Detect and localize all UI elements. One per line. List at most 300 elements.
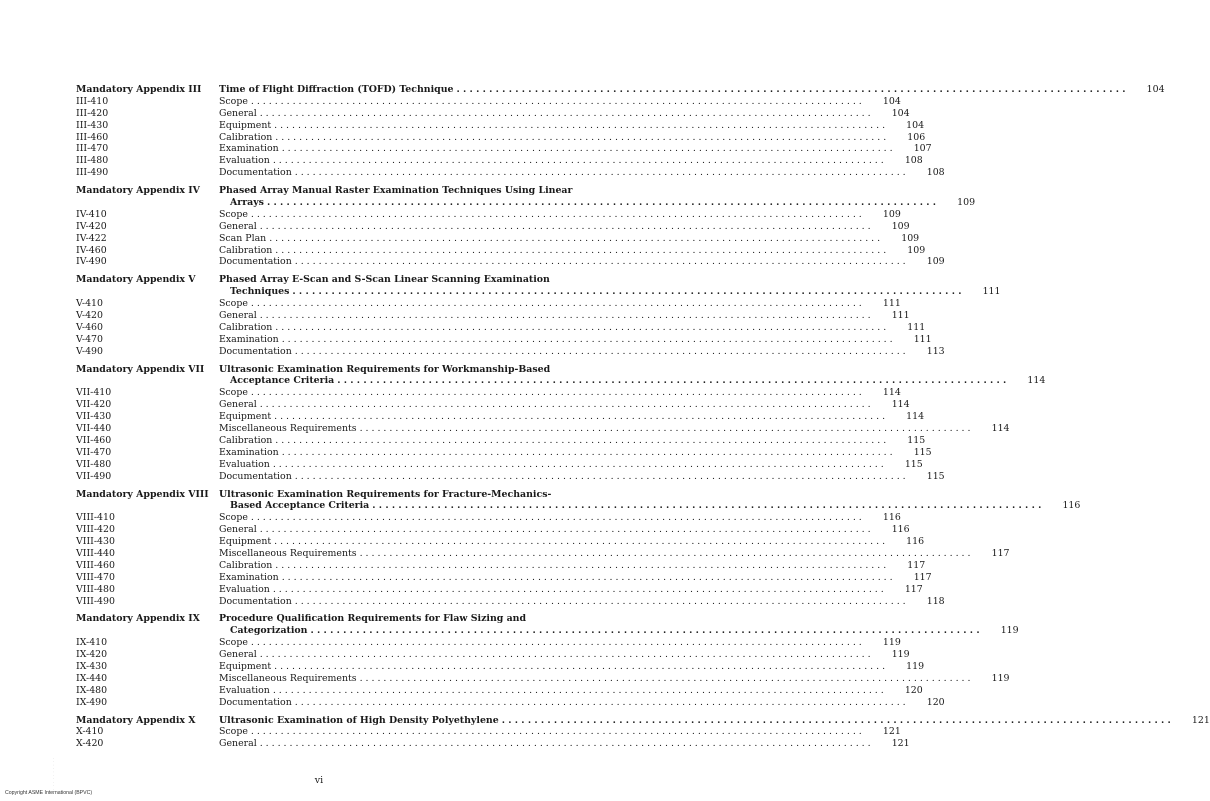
entry-title-text: General bbox=[219, 649, 257, 661]
toc-heading-row[interactable] bbox=[76, 613, 566, 625]
appendix-label: Mandatory Appendix X bbox=[76, 714, 196, 726]
entry-code: VII-480 bbox=[76, 458, 112, 470]
dot-leader bbox=[248, 298, 865, 310]
page-ref: 108 bbox=[904, 155, 923, 167]
entry-title-text: Evaluation bbox=[219, 583, 270, 595]
appendix-title bbox=[219, 274, 550, 286]
page-ref: 120 bbox=[904, 684, 923, 696]
appendix-label: Mandatory Appendix IV bbox=[76, 185, 200, 197]
entry-title-text: Evaluation bbox=[219, 684, 270, 696]
dot-leader bbox=[257, 738, 874, 750]
dot-leader bbox=[279, 143, 896, 155]
dot-leader bbox=[248, 96, 865, 108]
page-ref bbox=[551, 489, 587, 501]
toc-entry[interactable] bbox=[76, 95, 901, 108]
toc-entry[interactable] bbox=[76, 696, 945, 709]
dot-leader bbox=[292, 697, 909, 709]
entry-title bbox=[219, 584, 887, 596]
toc-entry[interactable] bbox=[76, 321, 926, 334]
page-ref: 113 bbox=[926, 345, 945, 357]
entry-title-text: Documentation bbox=[219, 167, 292, 179]
toc-entry[interactable] bbox=[76, 423, 1010, 435]
dot-leader bbox=[271, 120, 888, 132]
appendix-title bbox=[219, 375, 1009, 387]
page-ref: 114 bbox=[991, 423, 1010, 435]
entry-title-text: General bbox=[219, 738, 257, 750]
entry-title bbox=[219, 447, 896, 459]
entry-code: III-470 bbox=[76, 143, 109, 155]
toc-entry[interactable] bbox=[76, 547, 1010, 560]
toc-section bbox=[76, 714, 1210, 751]
entry-title-text: General bbox=[219, 524, 257, 536]
page-ref: 117 bbox=[991, 547, 1010, 559]
dot-leader bbox=[289, 286, 964, 298]
entry-title-text: Scope bbox=[219, 512, 248, 524]
toc-heading-row[interactable] bbox=[76, 185, 573, 197]
dot-leader bbox=[266, 233, 883, 245]
entry-code: V-410 bbox=[76, 298, 103, 310]
toc-section bbox=[76, 84, 1165, 179]
appendix-title bbox=[219, 364, 550, 376]
dot-leader bbox=[257, 649, 874, 661]
entry-code: IX-480 bbox=[76, 684, 108, 696]
appendix-title-text: Phased Array E-Scan and S-Scan Linear Scanning Examination bbox=[219, 274, 550, 286]
dot-leader bbox=[257, 108, 874, 120]
dot-leader bbox=[272, 245, 889, 257]
entry-title bbox=[219, 245, 889, 257]
page-ref bbox=[550, 364, 586, 376]
page-ref: 119 bbox=[891, 649, 910, 661]
entry-title bbox=[219, 143, 896, 155]
page-ref: 119 bbox=[1000, 625, 1019, 637]
entry-title-text: Examination bbox=[219, 571, 279, 583]
entry-title-text: Examination bbox=[219, 143, 279, 155]
toc-entry[interactable] bbox=[76, 660, 925, 673]
entry-title bbox=[219, 399, 874, 411]
table-of-contents bbox=[76, 84, 1210, 756]
dot-leader bbox=[248, 209, 865, 221]
entry-title-text: Documentation bbox=[219, 470, 292, 482]
toc-entry[interactable] bbox=[76, 738, 910, 750]
entry-title bbox=[219, 512, 865, 524]
entry-code: VIII-430 bbox=[76, 536, 115, 548]
entry-title-text: General bbox=[219, 399, 257, 411]
dot-leader bbox=[272, 322, 889, 334]
appendix-title-text: Ultrasonic Examination Requirements for Fracture-Mechanics- bbox=[219, 488, 552, 500]
entry-code: VII-430 bbox=[76, 411, 112, 423]
entry-title-text: Documentation bbox=[219, 256, 292, 268]
entry-title bbox=[219, 155, 887, 167]
page-ref: 121 bbox=[1191, 714, 1210, 726]
toc-heading-row[interactable] bbox=[76, 489, 566, 501]
entry-code: IX-420 bbox=[76, 649, 108, 661]
entry-code: IV-460 bbox=[76, 244, 107, 256]
page-ref: 104 bbox=[882, 95, 901, 107]
entry-title bbox=[219, 108, 874, 120]
toc-entry[interactable] bbox=[76, 107, 910, 120]
appendix-label: Mandatory Appendix VIII bbox=[76, 488, 209, 500]
toc-entry[interactable] bbox=[76, 512, 901, 524]
entry-code: VIII-440 bbox=[76, 547, 115, 559]
entry-title bbox=[219, 120, 888, 132]
page-ref bbox=[530, 613, 566, 625]
toc-entry[interactable] bbox=[76, 595, 945, 608]
toc-entry[interactable] bbox=[76, 232, 920, 245]
dot-leader bbox=[248, 512, 865, 524]
page-ref: 115 bbox=[926, 470, 945, 482]
entry-title bbox=[219, 560, 889, 572]
entry-code: VII-490 bbox=[76, 470, 112, 482]
dot-leader bbox=[270, 685, 887, 697]
page-ref: 116 bbox=[882, 512, 901, 524]
page-ref: 120 bbox=[926, 696, 945, 708]
toc-heading-row[interactable] bbox=[76, 84, 1165, 96]
toc-entry[interactable] bbox=[76, 155, 923, 167]
toc-entry[interactable] bbox=[76, 208, 901, 221]
dot-leader bbox=[499, 715, 1174, 727]
entry-title-text: Scope bbox=[219, 208, 248, 220]
dot-leader bbox=[248, 726, 865, 738]
dot-leader bbox=[264, 197, 939, 209]
dot-leader bbox=[279, 334, 896, 346]
toc-heading-row[interactable] bbox=[76, 625, 1019, 637]
appendix-label: Mandatory Appendix III bbox=[76, 84, 202, 95]
entry-title-text: Scope bbox=[219, 637, 248, 649]
page-ref: 107 bbox=[913, 143, 932, 155]
toc-heading-row[interactable] bbox=[76, 714, 1210, 727]
page-ref: 109 bbox=[891, 220, 910, 232]
toc-entry[interactable] bbox=[76, 131, 926, 144]
entry-code: VIII-470 bbox=[76, 571, 115, 583]
toc-entry[interactable] bbox=[76, 649, 910, 661]
toc-entry[interactable] bbox=[76, 399, 910, 411]
page-ref: 119 bbox=[906, 660, 925, 672]
page-ref: 116 bbox=[891, 524, 910, 536]
page-ref: 109 bbox=[907, 244, 926, 256]
appendix-title-text: Time of Flight Diffraction (TOFD) Technique bbox=[219, 84, 454, 95]
page-ref: 114 bbox=[891, 399, 910, 411]
side-watermark: · · · · · · · · · · · bbox=[51, 757, 56, 794]
page-ref: 117 bbox=[904, 583, 923, 595]
appendix-title bbox=[219, 489, 551, 501]
toc-section bbox=[76, 185, 976, 268]
page-ref: 121 bbox=[891, 738, 910, 750]
dot-leader bbox=[257, 524, 874, 536]
toc-entry[interactable] bbox=[76, 143, 932, 155]
copyright-notice: Copyright ASME International (BPVC) bbox=[5, 790, 93, 796]
toc-entry[interactable] bbox=[76, 726, 901, 738]
appendix-title-text: Procedure Qualification Requirements for Flaw Sizing and bbox=[219, 613, 527, 625]
dot-leader bbox=[279, 572, 896, 584]
page-ref: 121 bbox=[882, 726, 901, 738]
entry-title bbox=[219, 96, 865, 108]
dot-leader bbox=[272, 132, 889, 144]
entry-code: IX-490 bbox=[76, 696, 108, 708]
appendix-title bbox=[219, 286, 964, 298]
entry-title-text: General bbox=[219, 107, 257, 119]
appendix-title-text: Categorization bbox=[230, 625, 308, 637]
dot-leader bbox=[292, 596, 909, 608]
entry-title bbox=[219, 726, 865, 738]
page-ref: 104 bbox=[906, 119, 925, 131]
page-ref bbox=[572, 185, 608, 197]
entry-code: VIII-480 bbox=[76, 583, 115, 595]
dot-leader bbox=[357, 673, 974, 685]
page-number: vi bbox=[314, 775, 324, 786]
page-ref: 116 bbox=[1062, 500, 1081, 512]
entry-title-text: Miscellaneous Requirements bbox=[219, 672, 357, 684]
entry-code: V-420 bbox=[76, 310, 103, 322]
appendix-label: Mandatory Appendix IX bbox=[76, 613, 200, 625]
page-ref: 109 bbox=[926, 256, 945, 268]
page-ref: 109 bbox=[882, 208, 901, 220]
page-ref: 115 bbox=[904, 458, 923, 470]
page-ref: 118 bbox=[926, 595, 945, 607]
entry-code: IX-410 bbox=[76, 637, 108, 649]
entry-code: VIII-410 bbox=[76, 512, 115, 524]
toc-entry[interactable] bbox=[76, 298, 901, 310]
entry-title bbox=[219, 685, 887, 697]
entry-title bbox=[219, 132, 889, 144]
page-ref: 114 bbox=[906, 411, 925, 423]
entry-title bbox=[219, 209, 865, 221]
entry-title-text: Documentation bbox=[219, 595, 292, 607]
page-ref: 111 bbox=[882, 298, 901, 310]
entry-title bbox=[219, 536, 888, 548]
entry-title-text: Scope bbox=[219, 95, 248, 107]
dot-leader bbox=[270, 155, 887, 167]
toc-entry[interactable] bbox=[76, 434, 926, 447]
dot-leader bbox=[308, 625, 983, 637]
appendix-title bbox=[219, 715, 1174, 727]
entry-title bbox=[219, 649, 874, 661]
entry-code: IV-420 bbox=[76, 220, 107, 232]
entry-title bbox=[219, 637, 865, 649]
page-ref: 119 bbox=[991, 672, 1010, 684]
dot-leader bbox=[272, 560, 889, 572]
entry-title bbox=[219, 435, 889, 447]
entry-title bbox=[219, 346, 909, 358]
entry-code: VIII-420 bbox=[76, 524, 115, 536]
entry-title bbox=[219, 322, 889, 334]
toc-entry[interactable] bbox=[76, 310, 910, 322]
entry-title bbox=[219, 233, 883, 245]
entry-title-text: Scope bbox=[219, 298, 248, 310]
entry-title bbox=[219, 697, 909, 709]
toc-entry[interactable] bbox=[76, 220, 910, 233]
entry-title bbox=[219, 661, 888, 673]
page-ref: 109 bbox=[957, 197, 976, 209]
page-ref: 115 bbox=[913, 446, 932, 458]
entry-title bbox=[219, 167, 909, 179]
appendix-label: Mandatory Appendix V bbox=[76, 274, 196, 286]
entry-title bbox=[219, 572, 896, 584]
page-ref: 119 bbox=[882, 637, 901, 649]
entry-title bbox=[219, 459, 887, 471]
toc-entry[interactable] bbox=[76, 333, 932, 346]
entry-title bbox=[219, 548, 974, 560]
toc-heading-row[interactable] bbox=[76, 286, 1001, 298]
entry-title bbox=[219, 423, 974, 435]
toc-section bbox=[76, 274, 1001, 357]
entry-code: IX-430 bbox=[76, 660, 108, 672]
dot-leader bbox=[271, 661, 888, 673]
toc-entry[interactable] bbox=[76, 387, 901, 399]
entry-code: V-460 bbox=[76, 321, 103, 333]
toc-heading-row[interactable] bbox=[76, 375, 1046, 387]
page-ref: 108 bbox=[926, 167, 945, 179]
dot-leader bbox=[357, 423, 974, 435]
page-ref: 104 bbox=[1146, 84, 1165, 95]
entry-title bbox=[219, 221, 874, 233]
toc-section bbox=[76, 488, 1081, 608]
toc-entry[interactable] bbox=[76, 244, 926, 257]
entry-code: VII-440 bbox=[76, 423, 112, 435]
toc-entry[interactable] bbox=[76, 446, 932, 459]
entry-code: X-410 bbox=[76, 726, 104, 738]
entry-code: III-490 bbox=[76, 167, 109, 179]
entry-title-text: Examination bbox=[219, 446, 279, 458]
entry-title-text: Calibration bbox=[219, 559, 273, 571]
toc-entry[interactable] bbox=[76, 167, 945, 179]
toc-entry[interactable] bbox=[76, 637, 901, 649]
toc-entry[interactable] bbox=[76, 458, 923, 471]
appendix-title-text: Ultrasonic Examination Requirements for Workmanship-Based bbox=[219, 363, 551, 375]
entry-title-text: Calibration bbox=[219, 321, 273, 333]
page-ref: 111 bbox=[913, 333, 932, 345]
entry-code: V-490 bbox=[76, 345, 103, 357]
dot-leader bbox=[334, 375, 1009, 387]
toc-entry[interactable] bbox=[76, 524, 910, 536]
appendix-title-text: Acceptance Criteria bbox=[230, 375, 335, 387]
dot-leader bbox=[369, 500, 1044, 512]
entry-code: V-470 bbox=[76, 333, 103, 345]
dot-leader bbox=[292, 256, 909, 268]
toc-entry[interactable] bbox=[76, 583, 923, 596]
entry-title bbox=[219, 411, 888, 423]
dot-leader bbox=[357, 548, 974, 560]
appendix-title-text: Based Acceptance Criteria bbox=[230, 500, 370, 512]
entry-code: VII-470 bbox=[76, 446, 112, 458]
entry-code: III-430 bbox=[76, 119, 109, 131]
toc-entry[interactable] bbox=[76, 536, 925, 548]
page-ref: 114 bbox=[882, 387, 901, 399]
entry-code: IV-490 bbox=[76, 256, 107, 268]
entry-title-text: Examination bbox=[219, 333, 279, 345]
entry-code: III-460 bbox=[76, 131, 109, 143]
entry-title bbox=[219, 256, 909, 268]
appendix-title-text: Ultrasonic Examination of High Density Polyethylene bbox=[219, 714, 499, 726]
toc-section bbox=[76, 613, 1019, 708]
entry-title-text: Documentation bbox=[219, 696, 292, 708]
page-ref: 116 bbox=[906, 536, 925, 548]
toc-heading-row[interactable] bbox=[76, 274, 566, 286]
entry-code: IV-410 bbox=[76, 208, 107, 220]
page-ref: 104 bbox=[891, 107, 910, 119]
page-ref: 117 bbox=[907, 559, 926, 571]
page-ref: 111 bbox=[891, 310, 910, 322]
entry-title-text: Miscellaneous Requirements bbox=[219, 423, 357, 435]
entry-code: VIII-490 bbox=[76, 595, 115, 607]
entry-title-text: Equipment bbox=[219, 536, 272, 548]
appendix-title bbox=[219, 625, 983, 637]
entry-title-text: Equipment bbox=[219, 660, 272, 672]
dot-leader bbox=[257, 310, 874, 322]
appendix-title-text: Techniques bbox=[230, 286, 290, 298]
entry-title-text: Evaluation bbox=[219, 155, 270, 167]
entry-code: IX-440 bbox=[76, 672, 108, 684]
entry-title-text: Equipment bbox=[219, 119, 272, 131]
entry-code: VII-410 bbox=[76, 387, 112, 399]
toc-entry[interactable] bbox=[76, 411, 925, 423]
appendix-label: Mandatory Appendix VII bbox=[76, 363, 205, 375]
toc-entry[interactable] bbox=[76, 470, 945, 483]
dot-leader bbox=[453, 84, 1128, 96]
appendix-title-text: Arrays bbox=[230, 197, 264, 209]
toc-entry[interactable] bbox=[76, 345, 945, 358]
page-ref: 115 bbox=[907, 434, 926, 446]
entry-title-text: General bbox=[219, 220, 257, 232]
appendix-title bbox=[219, 84, 1129, 96]
entry-title-text: Miscellaneous Requirements bbox=[219, 547, 357, 559]
entry-title bbox=[219, 524, 874, 536]
dot-leader bbox=[270, 584, 887, 596]
entry-title bbox=[219, 471, 909, 483]
appendix-title bbox=[219, 613, 530, 625]
dot-leader bbox=[292, 167, 909, 179]
entry-code: X-420 bbox=[76, 738, 104, 750]
entry-code: III-420 bbox=[76, 107, 109, 119]
entry-title-text: Documentation bbox=[219, 345, 292, 357]
entry-code: III-410 bbox=[76, 95, 109, 107]
toc-entry[interactable] bbox=[76, 684, 923, 697]
entry-title-text: Evaluation bbox=[219, 458, 270, 470]
dot-leader bbox=[257, 399, 874, 411]
entry-code: VII-460 bbox=[76, 434, 112, 446]
dot-leader bbox=[279, 447, 896, 459]
entry-title bbox=[219, 596, 909, 608]
entry-title bbox=[219, 387, 865, 399]
entry-title-text: Scope bbox=[219, 726, 248, 738]
entry-title bbox=[219, 673, 974, 685]
entry-title-text: Scope bbox=[219, 387, 248, 399]
entry-title-text: General bbox=[219, 310, 257, 322]
page-ref: 106 bbox=[907, 131, 926, 143]
entry-title-text: Calibration bbox=[219, 244, 273, 256]
page-ref bbox=[550, 274, 586, 286]
page-ref: 117 bbox=[913, 571, 932, 583]
dot-leader bbox=[270, 459, 887, 471]
entry-title-text: Scan Plan bbox=[219, 232, 267, 244]
page-ref: 111 bbox=[982, 286, 1001, 298]
toc-entry[interactable] bbox=[76, 672, 1010, 685]
dot-leader bbox=[292, 346, 909, 358]
dot-leader bbox=[248, 637, 865, 649]
toc-entry[interactable] bbox=[76, 559, 926, 572]
entry-code: VII-420 bbox=[76, 399, 112, 411]
entry-title-text: Equipment bbox=[219, 411, 272, 423]
dot-leader bbox=[257, 221, 874, 233]
toc-heading-row[interactable] bbox=[76, 500, 1081, 512]
toc-heading-row[interactable] bbox=[76, 364, 566, 376]
appendix-title bbox=[219, 185, 572, 197]
entry-title bbox=[219, 310, 874, 322]
toc-entry[interactable] bbox=[76, 256, 945, 268]
toc-heading-row[interactable] bbox=[76, 197, 976, 209]
toc-entry[interactable] bbox=[76, 119, 925, 132]
toc-entry[interactable] bbox=[76, 571, 932, 584]
page-ref: 114 bbox=[1027, 375, 1046, 387]
